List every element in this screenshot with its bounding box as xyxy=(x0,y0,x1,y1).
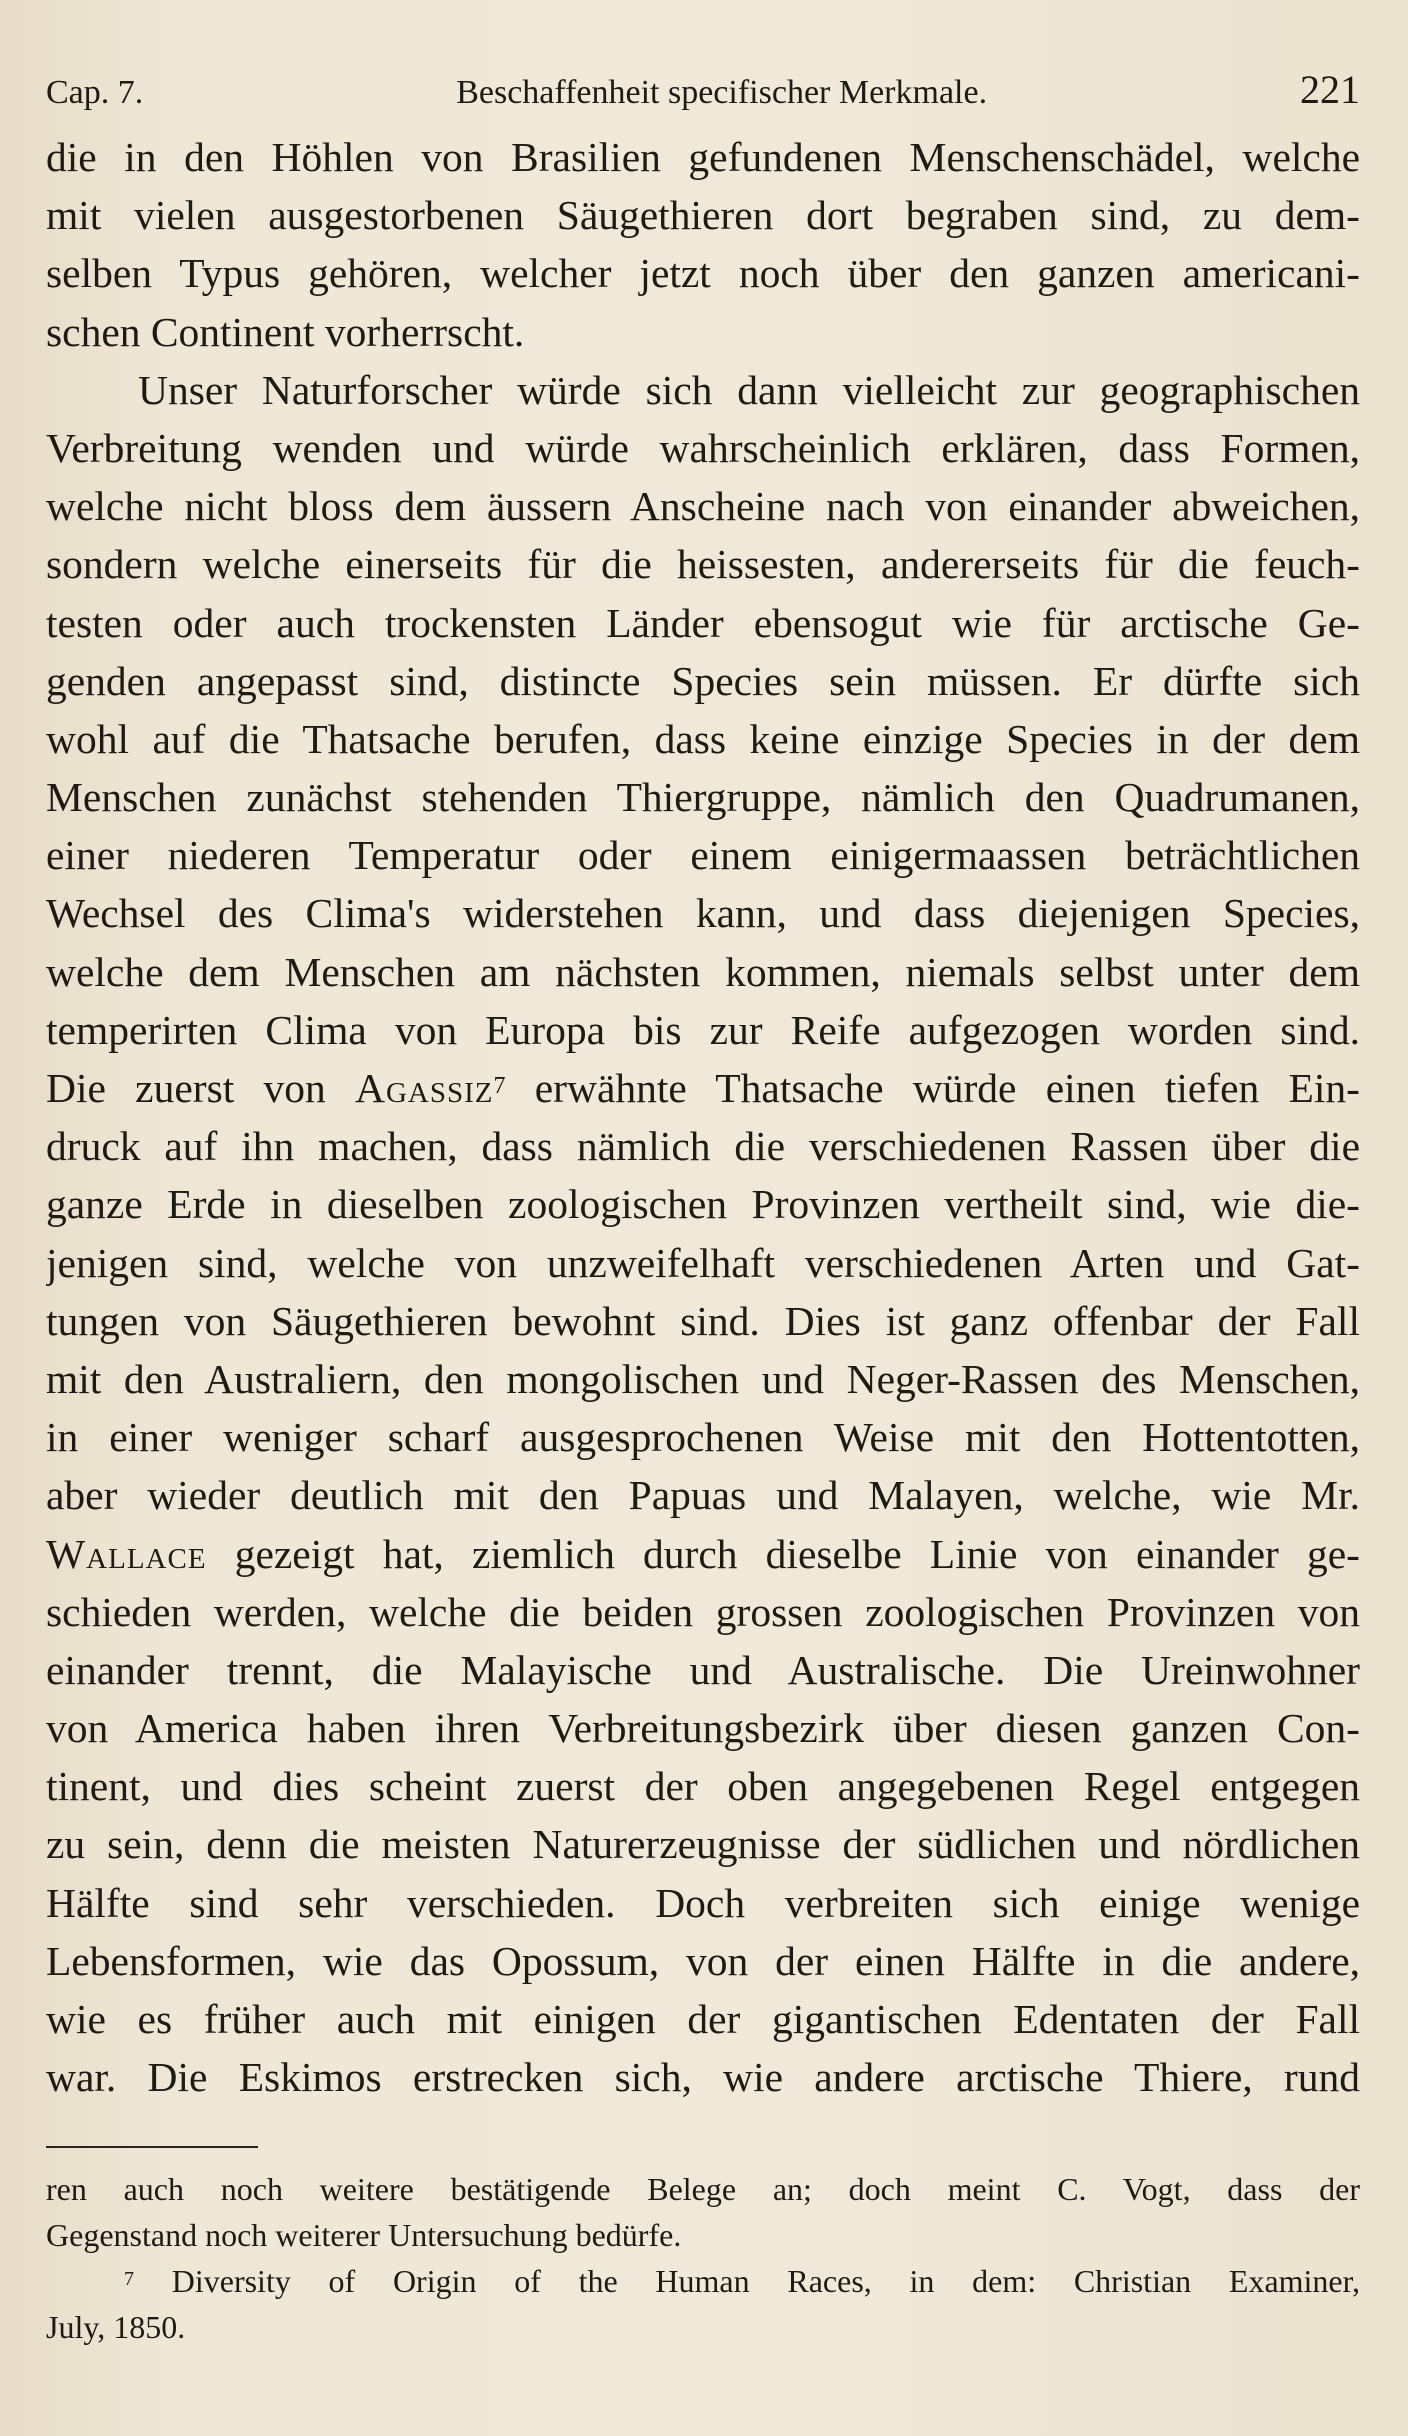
text-line-wallace xyxy=(46,1525,1360,1583)
author-name-wallace: Wallace xyxy=(46,1530,207,1577)
text-line: Hälfte sind sehr verschieden. Doch verbreiten sich einige wenige xyxy=(46,1879,1360,1926)
text-line: wie es früher auch mit einigen der gigantischen Edentaten der Fall xyxy=(46,1996,1360,2042)
author-name-agassiz: Agassiz xyxy=(355,1065,494,1111)
footnote-line: ren auch noch weitere bestätigende Belege an; doch meint C. Vogt, dass der xyxy=(46,2171,1360,2208)
text-line: ganze Erde in dieselben zoologischen Provinzen vertheilt sind, wie die- xyxy=(46,1181,1360,1228)
text-line: Lebensformen, wie das Opossum, von der einen Hälfte in die andere, xyxy=(46,1937,1360,1984)
text-line: aber wieder deutlich mit den Papuas und Malayen, welche, wie Mr. xyxy=(46,1472,1360,1519)
chapter-label: Cap. 7. xyxy=(46,74,144,111)
text-line: welche dem Menschen am nächsten kommen, niemals selbst unter dem xyxy=(46,948,1360,995)
text-line: selben Typus gehören, welcher jetzt noch über den ganzen americani- xyxy=(46,250,1360,297)
text-line: mit vielen ausgestorbenen Säugethieren dort begraben sind, zu dem- xyxy=(46,192,1360,239)
text-line: war. Die Eskimos erstrecken sich, wie andere arctische Thiere, rund xyxy=(46,2054,1360,2101)
text-fragment: erwähnte Thatsache würde einen tiefen Ein- xyxy=(534,1065,1360,1111)
text-line: schen Continent vorherrscht. xyxy=(46,308,525,355)
text-line: tungen von Säugethieren bewohnt sind. Dies ist ganz offenbar der Fall xyxy=(46,1297,1360,1344)
text-line-agassiz xyxy=(46,1059,1360,1117)
footnote-line: Gegenstand noch weiterer Untersuchung bedürfe. xyxy=(46,2217,682,2254)
text-fragment: Die zuerst von xyxy=(46,1065,326,1111)
text-line: tinent, und dies scheint zuerst der oben angegebenen Regel entgegen xyxy=(46,1763,1360,1810)
text-line: zu sein, denn die meisten Naturerzeugnisse der südlichen und nördlichen xyxy=(46,1821,1360,1868)
body-text xyxy=(46,128,1360,2106)
footnote-marker: 7 xyxy=(124,2268,134,2291)
text-line: schieden werden, welche die beiden grossen zoologischen Provinzen von xyxy=(46,1588,1360,1635)
footnote-ref: 7 xyxy=(493,1073,506,1099)
footnote-7 xyxy=(46,2258,1360,2304)
page-number: 221 xyxy=(1300,67,1360,112)
footnote-divider xyxy=(46,2146,258,2148)
text-line: Wechsel des Clima's widerstehen kann, und dass diejenigen Species, xyxy=(46,890,1360,937)
footnote-text: Diversity of Origin of the Human Races, in dem: Christian Examiner, xyxy=(171,2263,1360,2300)
footnote-line: July, 1850. xyxy=(46,2309,186,2346)
text-line: testen oder auch trockensten Länder ebensogut wie für arctische Ge- xyxy=(46,599,1360,646)
text-line: einander trennt, die Malayische und Australische. Die Ureinwohner xyxy=(46,1646,1360,1693)
footnotes xyxy=(46,2166,1360,2350)
text-line: jenigen sind, welche von unzweifelhaft verschiedenen Arten und Gat- xyxy=(46,1239,1360,1286)
text-line: druck auf ihn machen, dass nämlich die verschiedenen Rassen über die xyxy=(46,1123,1360,1170)
text-line: wohl auf die Thatsache berufen, dass keine einzige Species in der dem xyxy=(46,715,1360,762)
text-line: mit den Australiern, den mongolischen und Neger-Rassen des Menschen, xyxy=(46,1355,1360,1402)
text-line: Verbreitung wenden und würde wahrscheinlich erklären, dass Formen, xyxy=(46,424,1360,471)
text-line: von America haben ihren Verbreitungsbezirk über diesen ganzen Con- xyxy=(46,1705,1360,1752)
text-line: genden angepasst sind, distincte Species sein müssen. Er dürfte sich xyxy=(46,657,1360,704)
text-line: einer niederen Temperatur oder einem einigermaassen beträchtlichen xyxy=(46,832,1360,879)
text-fragment: gezeigt hat, ziemlich durch dieselbe Linie von einander ge- xyxy=(234,1530,1360,1577)
running-title: Beschaffenheit specifischer Merkmale. xyxy=(456,74,988,111)
running-header xyxy=(46,67,1360,128)
text-line: Unser Naturforscher würde sich dann vielleicht zur geographischen xyxy=(138,366,1360,413)
text-line: temperirten Clima von Europa bis zur Reife aufgezogen worden sind. xyxy=(46,1006,1360,1053)
text-line: sondern welche einerseits für die heissesten, andererseits für die feuch- xyxy=(46,541,1360,588)
text-line: in einer weniger scharf ausgesprochenen Weise mit den Hottentotten, xyxy=(46,1414,1360,1461)
text-line: Menschen zunächst stehenden Thiergruppe, nämlich den Quadrumanen, xyxy=(46,774,1360,821)
text-line: welche nicht bloss dem äussern Anscheine nach von einander abweichen, xyxy=(46,483,1360,530)
text-line: die in den Höhlen von Brasilien gefundenen Menschenschädel, welche xyxy=(46,134,1360,180)
